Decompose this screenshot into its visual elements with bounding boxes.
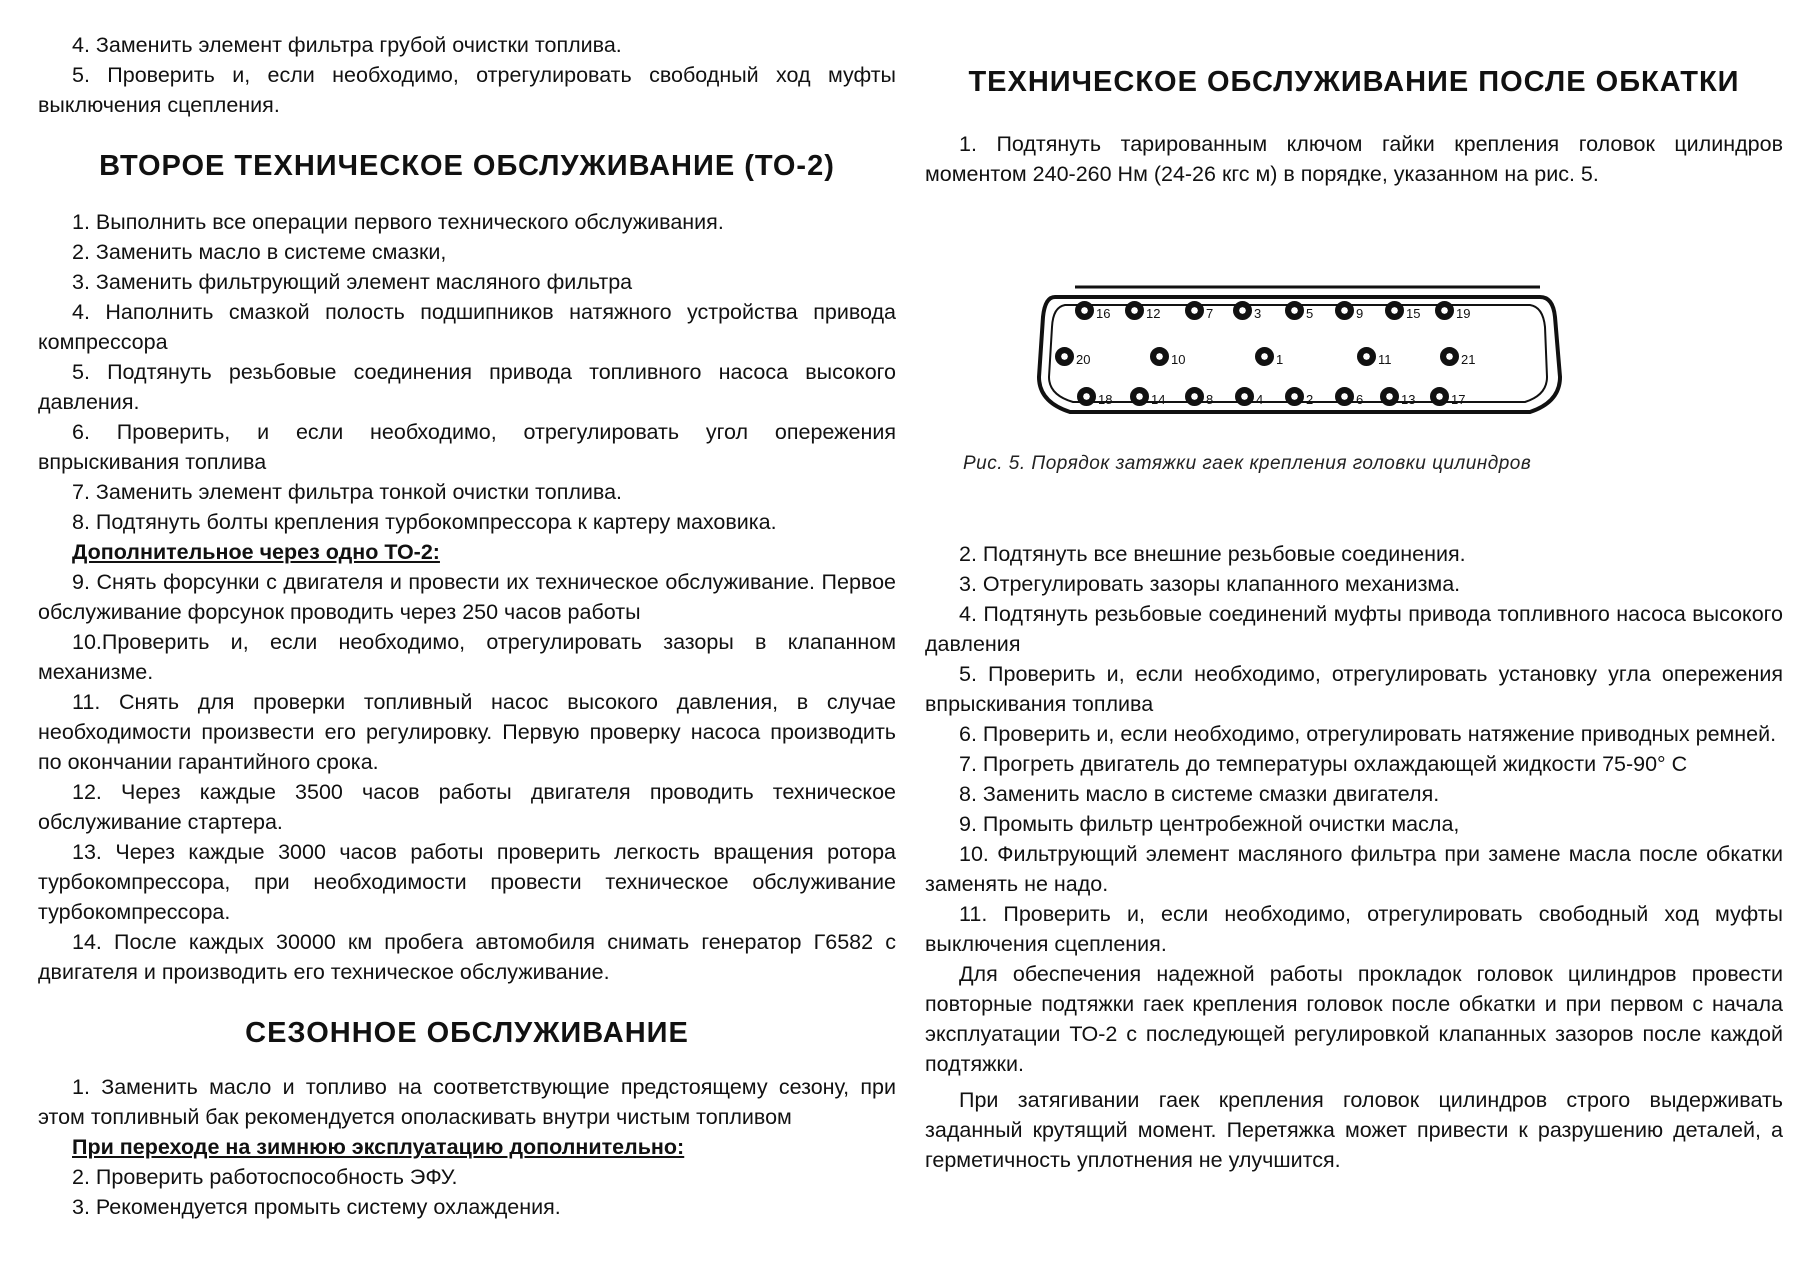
list-item: 10. Фильтрующий элемент масляного фильтра при замене масла после обкатки заменять не надо.: [925, 842, 1783, 896]
list-item: 2. Заменить масло в системе смазки,: [72, 240, 447, 264]
bolt-10: [1150, 347, 1185, 367]
bolt-16: [1075, 301, 1110, 321]
bolt-number: 4: [1256, 392, 1264, 407]
bolt-20: [1055, 347, 1090, 367]
list-item: 10.Проверить и, если необходимо, отрегулировать зазоры в клапанном механизме.: [38, 630, 896, 684]
list-item: 13. Через каждые 3000 часов работы проверить легкость вращения ротора турбокомпрессора, при необходимости провести техническое обслуживание турбокомпрессора.: [38, 840, 896, 924]
left-column: [38, 30, 896, 1222]
cylinder-head-figure: [1035, 277, 1565, 437]
nut-icon: [1125, 301, 1144, 320]
nut-icon: [1385, 301, 1404, 320]
nut-icon: [1430, 387, 1449, 406]
season-heading: СЕЗОННОЕ ОБСЛУЖИВАНИЕ: [245, 1017, 689, 1049]
list-item: 2. Подтянуть все внешние резьбовые соединения.: [959, 542, 1466, 566]
paragraph: При затягивании гаек крепления головок цилиндров строго выдерживать заданный крутящий момент. Перетяжка может привести к разрушению деталей, а герметичность уплотнения не улучшится.: [925, 1088, 1783, 1172]
nut-icon: [1185, 301, 1204, 320]
list-item: 6. Проверить и, если необходимо, отрегулировать натяжение приводных ремней.: [959, 722, 1777, 746]
nut-icon: [1285, 301, 1304, 320]
bolt-12: [1125, 301, 1160, 321]
bolt-number: 20: [1076, 352, 1091, 367]
right-column: [925, 30, 1783, 1175]
bolt-number: 11: [1378, 352, 1392, 367]
bolt-2: [1285, 387, 1313, 407]
after-runin-heading: ТЕХНИЧЕСКОЕ ОБСЛУЖИВАНИЕ ПОСЛЕ ОБКАТКИ: [968, 66, 1740, 98]
nut-icon: [1357, 347, 1376, 366]
list-item: 8. Подтянуть болты крепления турбокомпрессора к картеру маховика.: [72, 510, 777, 534]
bolt-number: 14: [1151, 392, 1166, 407]
bolt-19: [1435, 301, 1470, 321]
list-item: 1. Заменить масло и топливо на соответствующие предстоящему сезону, при этом топливный бак рекомендуется ополаскивать внутри чистым топливом: [38, 1075, 896, 1129]
bolt-7: [1185, 301, 1213, 321]
bolt-number: 8: [1206, 392, 1214, 407]
nut-icon: [1285, 387, 1304, 406]
bolt-number: 15: [1406, 306, 1421, 321]
bolt-number: 7: [1206, 306, 1214, 321]
list-item: 1. Выполнить все операции первого технического обслуживания.: [72, 210, 724, 234]
list-item: 3. Отрегулировать зазоры клапанного механизма.: [959, 572, 1461, 596]
list-item: 2. Проверить работоспособность ЭФУ.: [72, 1165, 458, 1189]
bolt-number: 17: [1451, 392, 1466, 407]
nut-icon: [1235, 387, 1254, 406]
nut-icon: [1075, 301, 1094, 320]
list-item: 11. Снять для проверки топливный насос высокого давления, в случае необходимости произвести его регулировку. Первую проверку насоса производить по окончании гарантийного срока.: [38, 690, 896, 774]
bolt-18: [1077, 387, 1112, 407]
nut-icon: [1233, 301, 1252, 320]
bolt-8: [1185, 387, 1213, 407]
list-item: 8. Заменить масло в системе смазки двигателя.: [959, 782, 1440, 806]
bolt-11: [1357, 347, 1392, 367]
nut-icon: [1185, 387, 1204, 406]
nut-icon: [1440, 347, 1459, 366]
bolt-5: [1285, 301, 1313, 321]
winter-subheading: При переходе на зимнюю эксплуатацию дополнительно:: [72, 1135, 685, 1159]
bolt-number: 6: [1356, 392, 1364, 407]
list-item: 6. Проверить, и если необходимо, отрегулировать угол опережения впрыскивания топлива: [38, 420, 896, 474]
paragraph: 4. Заменить элемент фильтра грубой очистки топлива.: [72, 33, 622, 57]
bolt-number: 13: [1401, 392, 1416, 407]
nut-icon: [1335, 301, 1354, 320]
list-item: 14. После каждых 30000 км пробега автомобиля снимать генератор Г6582 с двигателя и производить его техническое обслуживание.: [38, 930, 896, 984]
bolt-14: [1130, 387, 1165, 407]
list-item: 11. Проверить и, если необходимо, отрегулировать свободный ход муфты выключения сцепления.: [925, 902, 1783, 956]
bolt-17: [1430, 387, 1465, 407]
bolt-number: 19: [1456, 306, 1471, 321]
nut-icon: [1335, 387, 1354, 406]
bolt-number: 2: [1306, 392, 1314, 407]
bolt-13: [1380, 387, 1415, 407]
bolt-number: 5: [1306, 306, 1314, 321]
bolt-number: 10: [1171, 352, 1186, 367]
nut-icon: [1150, 347, 1169, 366]
bolt-9: [1335, 301, 1363, 321]
figure-caption: Рис. 5. Порядок затяжки гаек крепления головки цилиндров: [963, 453, 1532, 474]
list-item: 3. Заменить фильтрующий элемент масляного фильтра: [72, 270, 633, 294]
nut-icon: [1255, 347, 1274, 366]
bolt-3: [1233, 301, 1261, 321]
to2-heading: ВТОРОЕ ТЕХНИЧЕСКОЕ ОБСЛУЖИВАНИЕ (ТО-2): [99, 150, 835, 182]
paragraph: Для обеспечения надежной работы прокладок головок цилиндров провести повторные подтяжки гаек крепления головок после обкатки и при первом с начала эксплуатации ТО-2 с последующей регулировкой клапанных зазоров после каждой подтяжки.: [925, 962, 1783, 1076]
bolt-15: [1385, 301, 1420, 321]
list-item: 4. Наполнить смазкой полость подшипников натяжного устройства привода компрессора: [38, 300, 896, 354]
list-item: 5. Подтянуть резьбовые соединения привода топливного насоса высокого давления.: [38, 360, 896, 414]
bolt-number: 16: [1096, 306, 1111, 321]
bolt-number: 12: [1146, 306, 1161, 321]
list-item: 7. Заменить элемент фильтра тонкой очистки топлива.: [72, 480, 623, 504]
list-item: 12. Через каждые 3500 часов работы двигателя проводить техническое обслуживание стартера.: [38, 780, 896, 834]
bolt-number: 21: [1461, 352, 1476, 367]
list-item: 5. Проверить и, если необходимо, отрегулировать установку угла опережения впрыскивания топлива: [925, 662, 1783, 716]
list-item: 7. Прогреть двигатель до температуры охлаждающей жидкости 75-90° С: [959, 752, 1688, 776]
bolt-number: 18: [1098, 392, 1113, 407]
paragraph: 5. Проверить и, если необходимо, отрегулировать свободный ход муфты выключения сцепления.: [38, 63, 896, 117]
nut-icon: [1435, 301, 1454, 320]
bolt-number: 9: [1356, 306, 1364, 321]
bolt-4: [1235, 387, 1263, 407]
list-item: 3. Рекомендуется промыть систему охлаждения.: [72, 1195, 561, 1219]
bolt-6: [1335, 387, 1363, 407]
nut-icon: [1130, 387, 1149, 406]
extra-subheading: Дополнительное через одно ТО-2:: [72, 540, 440, 564]
list-item: 9. Снять форсунки с двигателя и провести их техническое обслуживание. Первое обслуживание форсунок проводить через 250 часов работы: [38, 570, 896, 624]
nut-icon: [1380, 387, 1399, 406]
bolt-21: [1440, 347, 1475, 367]
nut-icon: [1055, 347, 1074, 366]
list-item: 1. Подтянуть тарированным ключом гайки крепления головок цилиндров моментом 240-260 Нм (24-26 кгс м) в порядке, указанном на рис. 5.: [925, 132, 1783, 186]
nut-icon: [1077, 387, 1096, 406]
list-item: 4. Подтянуть резьбовые соединений муфты привода топливного насоса высокого давления: [925, 602, 1783, 656]
bolt-number: 1: [1276, 352, 1284, 367]
bolt-number: 3: [1254, 306, 1262, 321]
list-item: 9. Промыть фильтр центробежной очистки масла,: [959, 812, 1460, 836]
bolt-1: [1255, 347, 1283, 367]
